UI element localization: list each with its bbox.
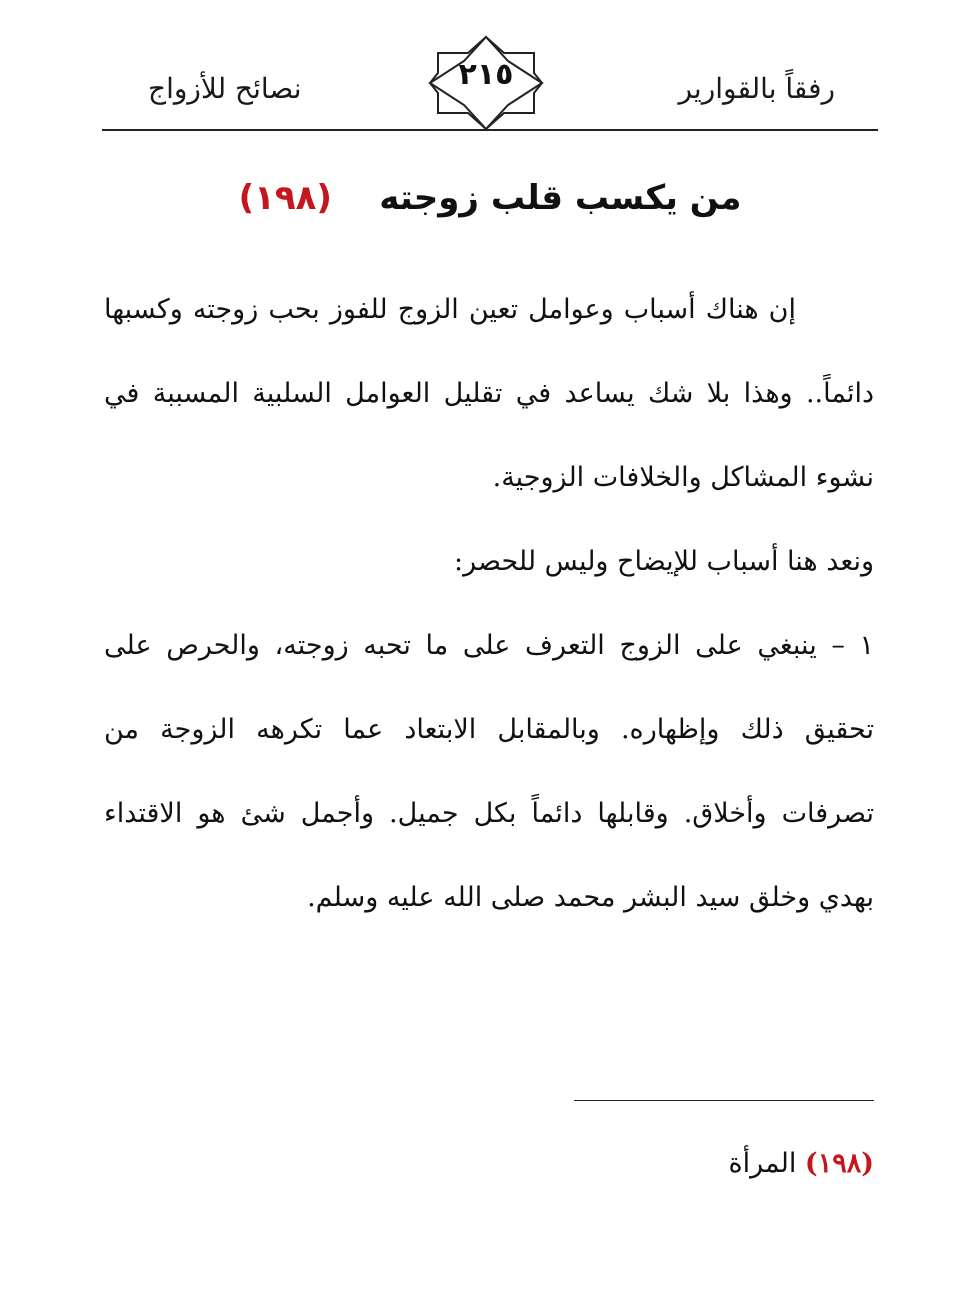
paragraph-intro: إن هناك أسباب وعوامل تعين الزوج للفوز بحب زوجته وكسبها دائماً.. وهذا بلا شك يساعد في تقليل العوامل السلبية المسببة في نشوء المشاكل والخلافات الزوجية. — [104, 294, 874, 493]
footnote-text: المرأة — [728, 1148, 797, 1179]
footnote-divider — [574, 1100, 874, 1101]
section-title-text: من يكسب قلب زوجته — [379, 178, 742, 218]
page-number: ٢١٥ — [458, 56, 514, 92]
footnote — [728, 1148, 874, 1179]
paragraph-list-intro: ونعد هنا أسباب للإيضاح وليس للحصر: — [454, 546, 874, 577]
footnote-number: (١٩٨) — [804, 1148, 874, 1179]
section-title — [0, 178, 980, 218]
paragraph-item-1: ١ – ينبغي على الزوج التعرف على ما تحبه زوجته، والحرص على تحقيق ذلك وإظهاره. وبالمقابل الابتعاد عما تكرهه الزوجة من تصرفات وأخلاق. وقابلها دائماً بكل جميل. وأجمل شئ هو الاقتداء بهدي وخلق سيد البشر محمد صلى الله عليه وسلم. — [104, 630, 874, 913]
header-divider — [102, 129, 878, 131]
body-text — [104, 268, 874, 940]
running-header-right: رفقاً بالقوارير — [678, 72, 835, 105]
footnote-reference: (١٩٨) — [238, 178, 332, 218]
running-header-left: نصائح للأزواج — [148, 72, 302, 105]
